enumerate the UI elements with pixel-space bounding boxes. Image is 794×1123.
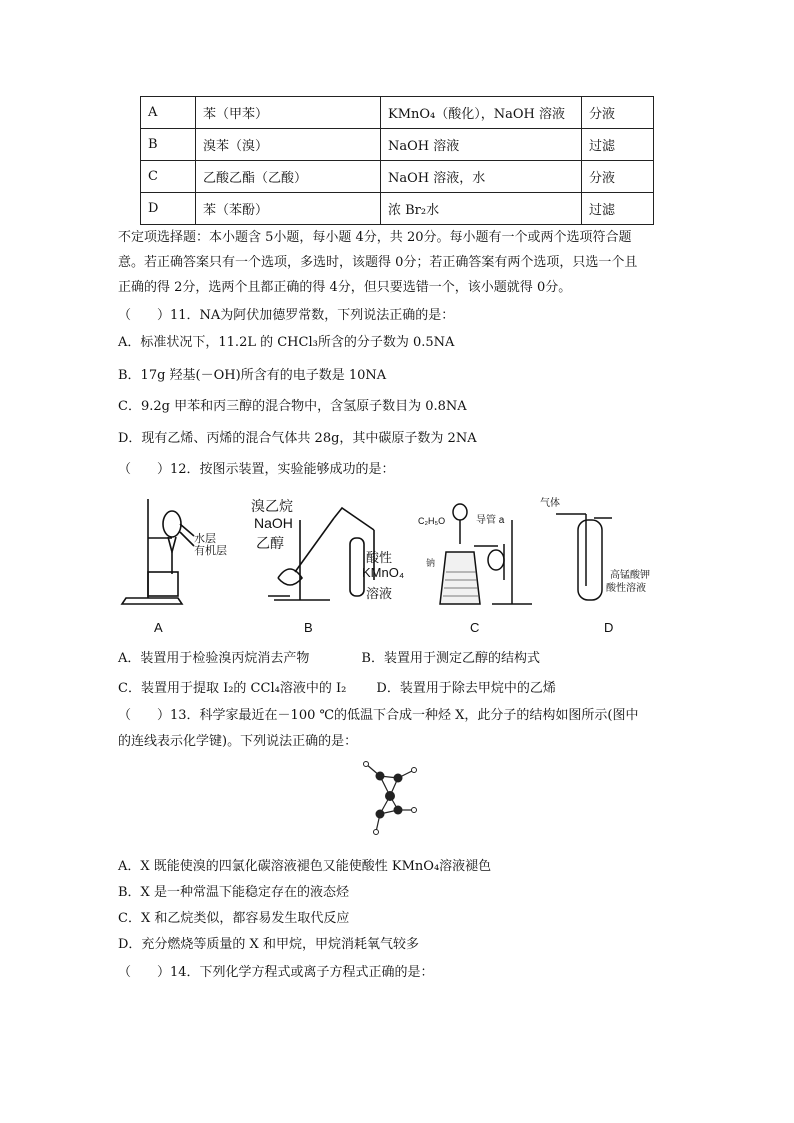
table-cell: D: [141, 193, 196, 225]
figure-c-label-1: C₂H₅O: [418, 516, 446, 526]
figure-a-caption: A: [154, 620, 163, 635]
figure-b-label-5: KMnO₄: [362, 565, 405, 580]
figure-d-caption: D: [604, 620, 614, 635]
separation-table: [140, 96, 654, 225]
table-row: [141, 161, 654, 193]
table-cell: 分液: [582, 161, 654, 193]
figure-d-label-2: 高锰酸钾: [610, 570, 650, 581]
q11-option-c[interactable]: C．9.2g 甲苯和丙三醇的混合物中，含氢原子数目为 0.8NA: [118, 399, 467, 414]
question-12-stem: （ ）12．按图示装置，实验能够成功的是：: [118, 462, 395, 477]
figure-d-label-3: 酸性溶液: [606, 583, 646, 594]
q11-option-a[interactable]: A．标准状况下，11.2L 的 CHCl₃所含的分子数为 0.5NA: [118, 335, 455, 350]
table-cell: 苯（苯酚）: [196, 193, 381, 225]
figure-b-label-3: 乙醇: [256, 535, 284, 551]
table-cell: B: [141, 129, 196, 161]
table-cell: 过滤: [582, 193, 654, 225]
q12-options-cd[interactable]: C．装置用于提取 I₂的 CCl₄溶液中的 I₂ D．装置用于除去甲烷中的乙烯: [118, 681, 556, 696]
q13-option-c[interactable]: C．X 和乙烷类似，都容易发生取代反应: [118, 911, 350, 926]
q13-option-d[interactable]: D．充分燃烧等质量的 X 和甲烷，甲烷消耗氧气较多: [118, 937, 419, 952]
figure-b-label-6: 溶液: [366, 586, 393, 601]
figure-a-label-2: 有机层: [194, 545, 227, 557]
table-cell: 浓 Br₂水: [381, 193, 582, 225]
table-cell: C: [141, 161, 196, 193]
figure-a-label-1: 水层: [194, 533, 216, 545]
table-row: [141, 193, 654, 225]
figure-c-label-3: 钠: [426, 558, 436, 568]
figure-d-label-1: 气体: [540, 498, 560, 509]
question-13-stem-2: 的连线表示化学键)。下列说法正确的是：: [118, 734, 358, 749]
table-cell: NaOH 溶液，水: [381, 161, 582, 193]
table-cell: NaOH 溶液: [381, 129, 582, 161]
table-cell: 溴苯（溴）: [196, 129, 381, 161]
figure-b-label-2: NaOH: [254, 515, 293, 531]
figure-c-caption: C: [470, 620, 480, 635]
table-cell: 过滤: [582, 129, 654, 161]
figure-b-label-1: 溴乙烷: [251, 498, 293, 514]
table-cell: A: [141, 97, 196, 129]
q11-option-b[interactable]: B．17g 羟基(－OH)所含有的电子数是 10NA: [118, 368, 387, 383]
instruction-line: 正确的得 2分，选两个且都正确的得 4分，但只要选错一个，该小题就得 0分。: [118, 280, 572, 295]
table-cell: 分液: [582, 97, 654, 129]
question-14-stem: （ ）14．下列化学方程式或离子方程式正确的是：: [118, 965, 434, 980]
table-cell: 乙酸乙酯（乙酸）: [196, 161, 381, 193]
molecule-x-structure: [360, 760, 430, 842]
table-row: [141, 97, 654, 129]
table-cell: KMnO₄（酸化），NaOH 溶液: [381, 97, 582, 129]
table-row: [141, 129, 654, 161]
q11-option-d[interactable]: D．现有乙烯、丙烯的混合气体共 28g，其中碳原子数为 2NA: [118, 431, 477, 446]
instruction-line: 意。若正确答案只有一个选项，多选时，该题得 0分；若正确答案有两个选项，只选一个且: [118, 255, 638, 270]
figure-b-label-4: 酸性: [366, 550, 393, 565]
figure-b-caption: B: [304, 620, 313, 635]
q13-option-b[interactable]: B．X 是一种常温下能稳定存在的液态烃: [118, 885, 349, 900]
table-cell: 苯（甲苯）: [196, 97, 381, 129]
question-11-stem: （ ）11．NA为阿伏加德罗常数，下列说法正确的是：: [118, 308, 455, 323]
instruction-line: 不定项选择题：本小题含 5小题，每小题 4分，共 20分。每小题有一个或两个选项符合题: [118, 230, 632, 245]
q13-option-a[interactable]: A．X 既能使溴的四氯化碳溶液褪色又能使酸性 KMnO₄溶液褪色: [118, 859, 492, 874]
question-13-stem-1: （ ）13．科学家最近在－100 ℃的低温下合成一种烃 X，此分子的结构如图所示(图中: [118, 708, 639, 723]
figure-c-label-2: 导管 a: [476, 515, 505, 526]
q12-options-ab[interactable]: A．装置用于检验溴丙烷消去产物 B．装置用于测定乙醇的结构式: [118, 651, 540, 666]
